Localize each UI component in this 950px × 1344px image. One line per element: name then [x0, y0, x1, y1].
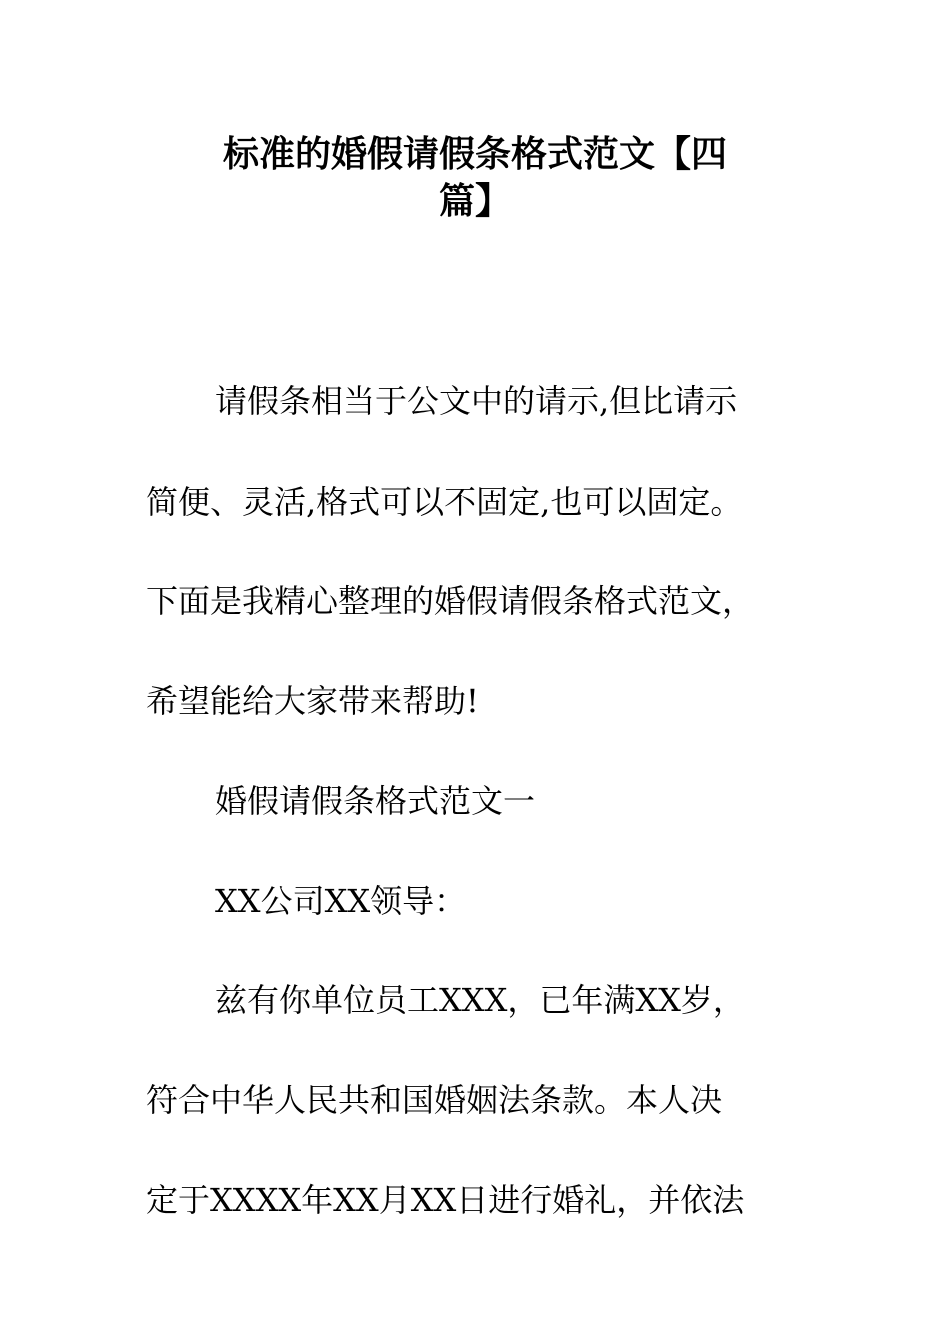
- paragraph-line: 兹有你单位员工XXX，已年满XX岁，: [215, 981, 745, 1019]
- section-heading: 婚假请假条格式范文一: [215, 782, 536, 820]
- paragraph-line: 请假条相当于公文中的请示,但比请示: [215, 382, 738, 420]
- document-title-line-1: 标准的婚假请假条格式范文【四: [222, 134, 727, 175]
- paragraph-line: 下面是我精心整理的婚假请假条格式范文，: [146, 582, 755, 620]
- paragraph-line: 定于XXXX年XX月XX日进行婚礼，并依法: [146, 1181, 745, 1219]
- paragraph-line: 希望能给大家带来帮助!: [146, 682, 479, 720]
- document-title-line-2: 篇】: [438, 181, 511, 222]
- paragraph-line: 符合中华人民共和国婚姻法条款。本人决: [146, 1081, 723, 1119]
- salutation-line: XX公司XX领导：: [215, 882, 467, 920]
- paragraph-line: 简便、灵活,格式可以不固定,也可以固定。: [146, 483, 743, 521]
